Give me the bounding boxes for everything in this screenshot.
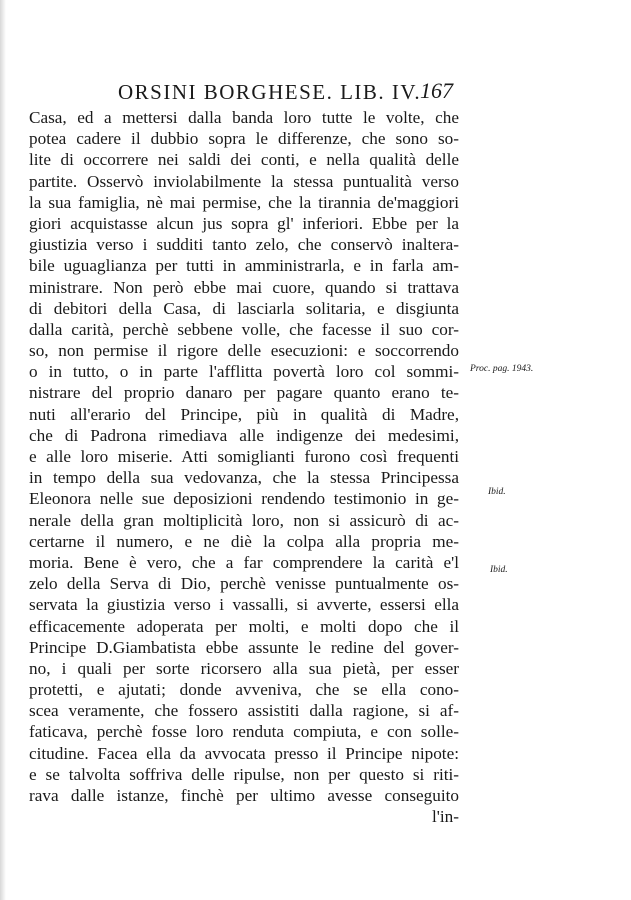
text-line: e se talvolta soffriva delle ripulse, non per questo si riti-	[29, 764, 459, 784]
text-line: so, non permise il rigore delle esecuzioni: e soccorrendo	[29, 341, 459, 361]
text-line: la sua famiglia, nè mai permise, che la tirannia de'maggiori	[29, 192, 459, 212]
text-line: dalla carità, perchè sebbene volle, che facesse il suo cor-	[29, 319, 459, 339]
text-line: di debitori della Casa, di lasciarla solitaria, e disgiunta	[29, 298, 459, 318]
margin-note-citation: Proc. pag. 1943.	[470, 364, 534, 374]
text-line: giustizia verso i sudditi tanto zelo, che conservò inaltera-	[29, 235, 459, 255]
text-line: Casa, ed a mettersi dalla banda loro tutte le volte, che	[29, 108, 459, 127]
text-line: giori acquistasse alcun jus sopra gl' inferiori. Ebbe per la	[29, 213, 459, 233]
text-line: o in tutto, o in parte l'afflitta povertà loro col sommi-	[29, 362, 459, 382]
text-line: partite. Osservò inviolabilmente la stessa puntualità verso	[29, 171, 459, 191]
text-line: in tempo della sua vedovanza, che la stessa Principessa	[29, 468, 459, 488]
text-line: potea cadere il dubbio sopra le differenze, che sono so-	[29, 129, 459, 149]
running-head: ORSINI BORGHESE. LIB. IV.	[118, 80, 422, 104]
page-gutter-shadow	[0, 0, 6, 900]
text-line: certarne il numero, e ne diè la colpa alla propria me-	[29, 531, 459, 551]
page-number: 167	[420, 78, 453, 103]
text-line: lite di occorrere nei saldi dei conti, e nella qualità delle	[29, 150, 459, 170]
text-line: nistrare del proprio danaro per pagare quanto erano te-	[29, 383, 459, 403]
margin-note-ibid: Ibid.	[488, 487, 506, 497]
text-line: rava dalle istanze, finchè per ultimo avesse conseguito	[29, 786, 459, 805]
text-line: Principe D.Giambatista ebbe assunte le redine del gover-	[29, 637, 459, 657]
text-line: zelo della Serva di Dio, perchè venisse puntualmente os-	[29, 574, 459, 594]
text-line: e alle loro miserie. Atti somiglianti furono così frequenti	[29, 447, 459, 466]
text-line: scea veramente, che fossero assistiti dalla ragione, si af-	[29, 701, 459, 721]
text-line: faticava, perchè fosse loro renduta compiuta, e con solle-	[29, 722, 459, 742]
text-line: bile uguaglianza per tutti in amministrarla, e in farla am-	[29, 256, 459, 276]
text-line: citudine. Facea ella da avvocata presso il Principe nipote:	[29, 743, 459, 763]
text-line: ministrare. Non però ebbe mai cuore, quando si trattava	[29, 277, 459, 297]
body-text	[29, 107, 459, 827]
text-line: nerale della gran moltiplicità loro, non si assicurò di ac-	[29, 510, 459, 530]
margin-note-ibid: Ibid.	[490, 565, 508, 575]
text-line: Eleonora nelle sue deposizioni rendendo testimonio in ge-	[29, 489, 459, 509]
catchword: l'in-	[432, 807, 459, 827]
text-line: efficacemente adoperata per molti, e molti dopo che il	[29, 616, 459, 636]
text-line: no, i quali per sorte ricorsero alla sua pietà, per esser	[29, 658, 459, 678]
text-line: servata la giustizia verso i vassalli, si avverte, essersi ella	[29, 595, 459, 615]
text-line: moria. Bene è vero, che a far comprendere la carità e'l	[29, 552, 459, 572]
text-line: nuti all'erario del Principe, più in qualità di Madre,	[29, 404, 459, 424]
page-header	[0, 78, 631, 110]
text-line: che di Padrona rimediava alle indigenze dei medesimi,	[29, 425, 459, 445]
text-line: protetti, e ajutati; donde avveniva, che se ella cono-	[29, 680, 459, 700]
